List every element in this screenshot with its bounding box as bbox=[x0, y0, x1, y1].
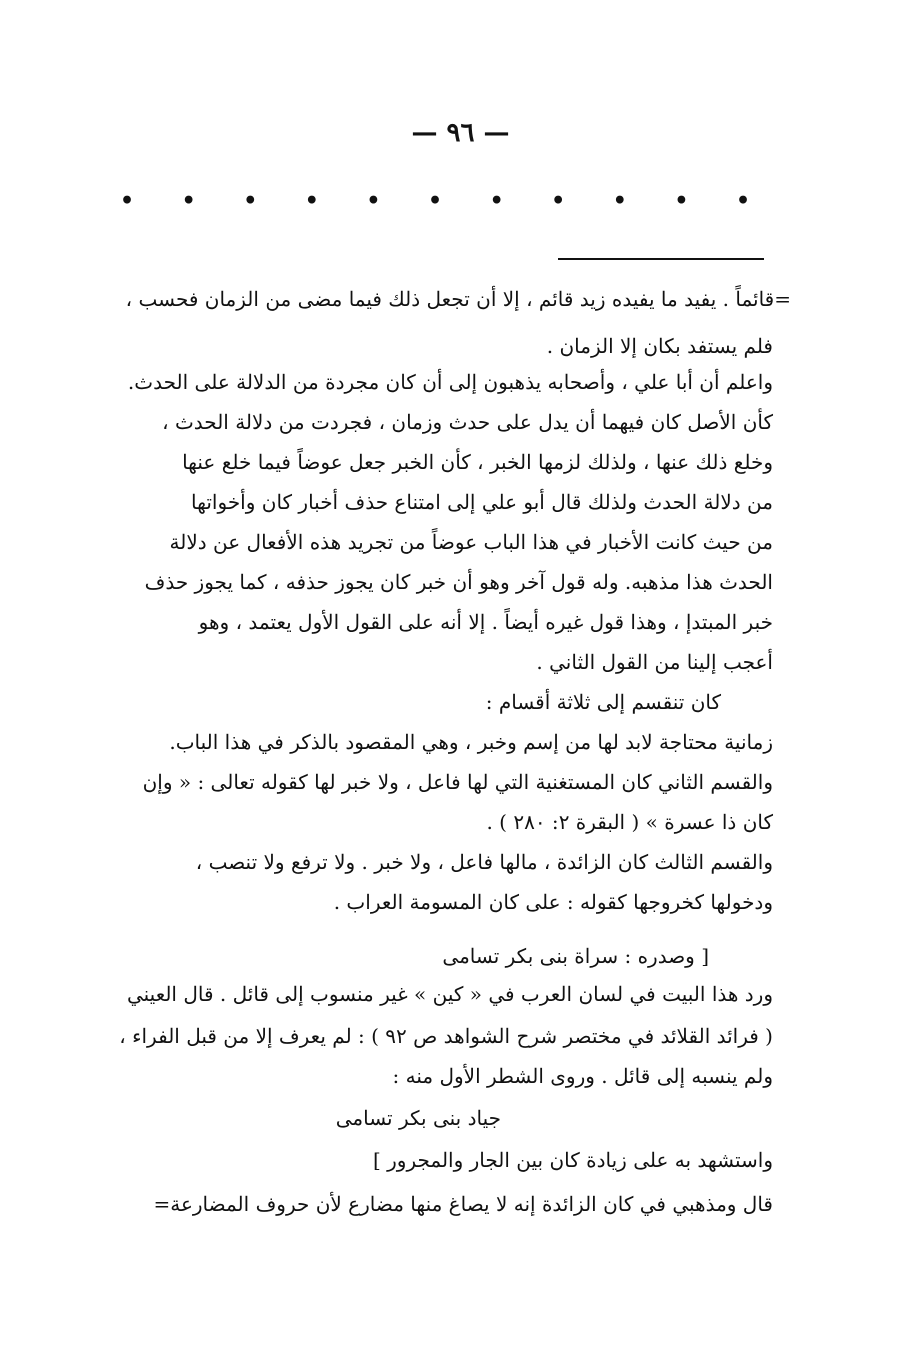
footnote-line: ولم ينسبه إلى قائل . وروى الشطر الأول منه : bbox=[392, 1064, 773, 1088]
text-line: قال ومذهبي في كان الزائدة إنه لا يصاغ منها مضارع لأن حروف المضارعة= bbox=[153, 1192, 773, 1216]
ellipsis-dot: • bbox=[612, 188, 627, 214]
ellipsis-dots-row bbox=[120, 190, 750, 212]
text-line: كان تنقسم إلى ثلاثة أقسام : bbox=[485, 690, 721, 714]
ellipsis-dot: • bbox=[304, 188, 319, 214]
text-line: وخلع ذلك عنها ، ولذلك لزمها الخبر ، كأن الخبر جعل عوضاً فيما خلع عنها bbox=[182, 450, 773, 474]
ellipsis-dot: • bbox=[489, 188, 504, 214]
text-line: الحدث هذا مذهبه. وله قول آخر وهو أن خبر كان يجوز حذفه ، كما يجوز حذف bbox=[144, 570, 773, 594]
footnote-separator-rule bbox=[558, 258, 764, 260]
text-line: فلم يستفد بكان إلا الزمان . bbox=[546, 334, 773, 358]
text-line: من دلالة الحدث ولذلك قال أبو علي إلى امتناع حذف أخبار كان وأخواتها bbox=[191, 490, 773, 514]
footnote-line: واستشهد به على زيادة كان بين الجار والمجرور ] bbox=[372, 1148, 773, 1172]
text-line: =قائماً . يفيد ما يفيده زيد قائم ، إلا أن تجعل ذلك فيما مضى من الزمان فحسب ، bbox=[125, 287, 791, 311]
text-line: كأن الأصل كان فيهما أن يدل على حدث وزمان ، فجردت من دلالة الحدث ، bbox=[162, 410, 773, 434]
text-line: كان ذا عسرة » ( البقرة ٢: ٢٨٠ ) . bbox=[486, 810, 773, 834]
ellipsis-dot: • bbox=[366, 188, 381, 214]
ellipsis-dot: • bbox=[427, 188, 443, 214]
ellipsis-dot: • bbox=[243, 188, 258, 214]
ellipsis-dot: • bbox=[735, 188, 750, 214]
footnote-line: ورد هذا البيت في لسان العرب في « كين » غير منسوب إلى قائل . قال العيني bbox=[126, 982, 773, 1006]
text-line: ودخولها كخروجها كقوله : على كان المسومة العراب . bbox=[333, 890, 773, 914]
text-line: أعجب إلينا من القول الثاني . bbox=[536, 650, 773, 674]
footnote-line: [ وصدره : سراة بنى بكر تسامى bbox=[442, 944, 709, 968]
text-line: زمانية محتاجة لابد لها من إسم وخبر ، وهي المقصود بالذكر في هذا الباب. bbox=[169, 730, 773, 754]
ellipsis-dot: • bbox=[551, 188, 566, 214]
ellipsis-dot: • bbox=[674, 188, 689, 214]
text-line: من حيث كانت الأخبار في هذا الباب عوضاً من تجريد هذه الأفعال عن دلالة bbox=[169, 530, 773, 554]
ellipsis-dot: • bbox=[120, 188, 135, 214]
text-line: واعلم أن أبا علي ، وأصحابه يذهبون إلى أن كان مجردة من الدلالة على الحدث. bbox=[127, 370, 773, 394]
footnote-line: ( فرائد القلائد في مختصر شرح الشواهد ص ٩٢ ) : لم يعرف إلا من قبل الفراء ، bbox=[119, 1024, 773, 1048]
footnote-line: جياد بنى بكر تسامى bbox=[335, 1106, 501, 1130]
text-line: والقسم الثالث كان الزائدة ، مالها فاعل ، ولا خبر . ولا ترفع ولا تنصب ، bbox=[195, 850, 773, 874]
text-line: خبر المبتدإ ، وهذا قول غيره أيضاً . إلا أنه على القول الأول يعتمد ، وهو bbox=[198, 610, 773, 634]
page-number: — ٩٦ — bbox=[411, 118, 510, 148]
text-line: والقسم الثاني كان المستغنية التي لها فاعل ، ولا خبر لها كقوله تعالى : « وإن bbox=[142, 770, 773, 794]
ellipsis-dot: • bbox=[181, 188, 196, 214]
